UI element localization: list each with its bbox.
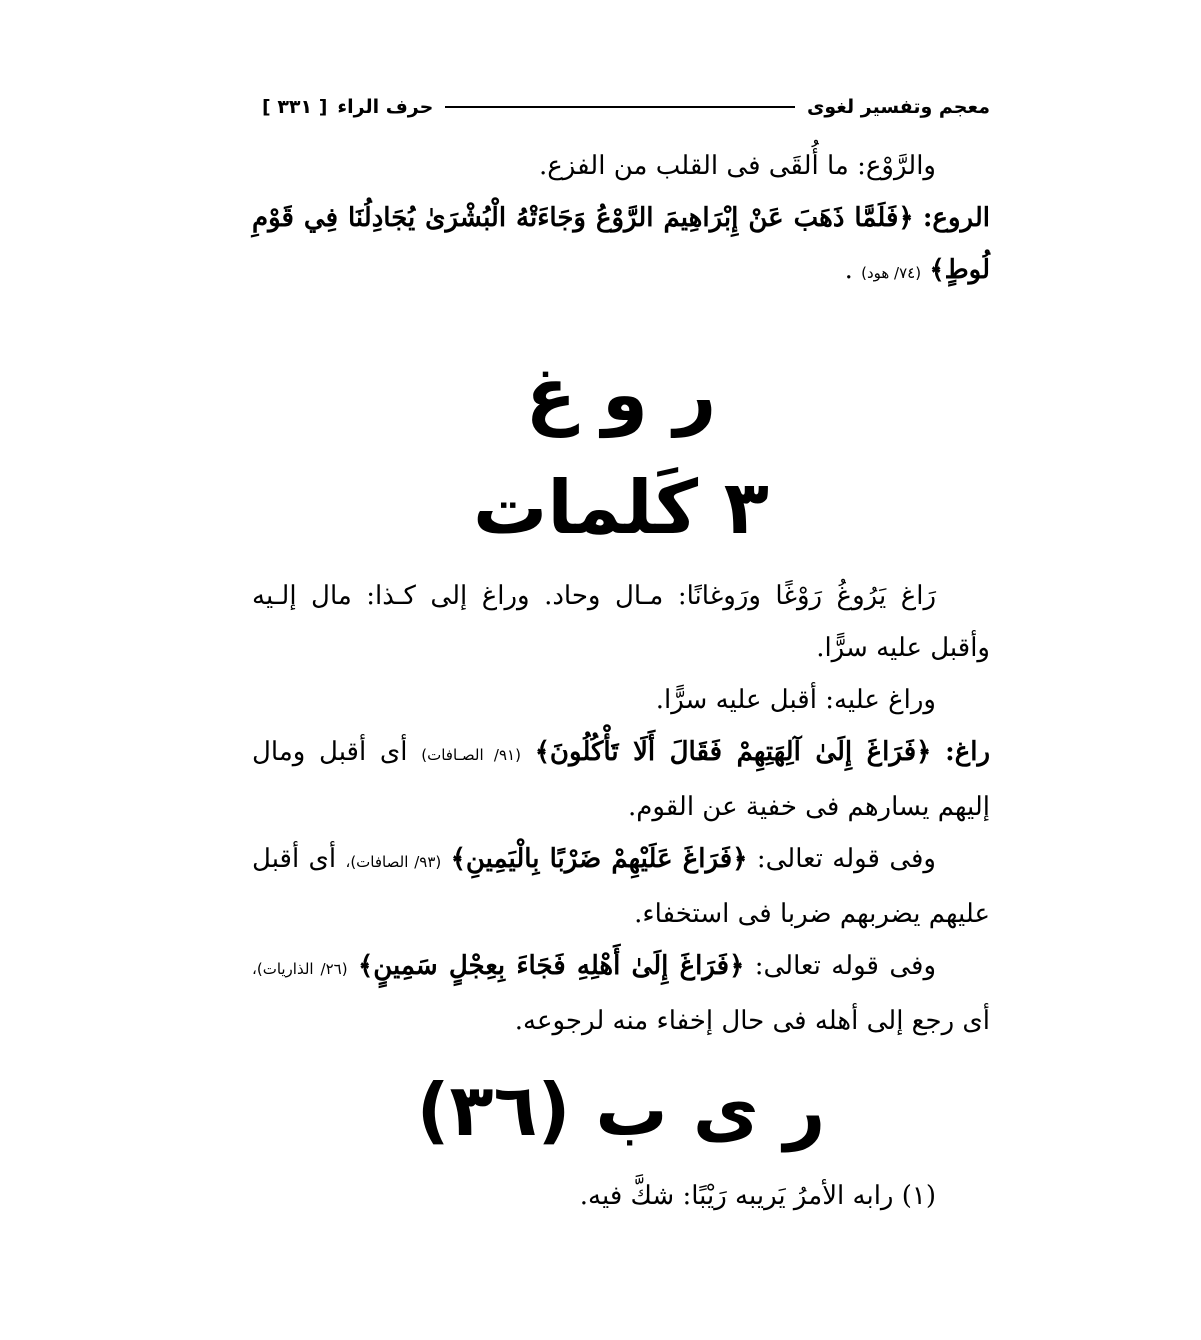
entry-paragraph-3 xyxy=(252,726,990,833)
root-heading-letters: ر و غ xyxy=(525,352,717,438)
quran-verse: ﴿فَرَاغَ عَلَيْهِمْ ضَرْبًا بِالْيَمِينِ﴾ xyxy=(450,844,748,874)
page-number: [ ٣٣١ ] xyxy=(262,96,328,118)
quran-verse: ﴿فَلَمَّا ذَهَبَ عَنْ إِبْرَاهِيمَ الرَّوْعُ وَجَاءَتْهُ الْبُشْرَىٰ يُجَادِلُنَا فِي قَوْمِ لُوطٍ﴾ xyxy=(252,203,990,285)
entry-paragraph-2: وراغ عليه: أقبل عليه سرًّا. xyxy=(655,685,936,715)
entry-paragraph-5 xyxy=(252,940,990,1047)
root-heading-count: ٣ كَلمات xyxy=(473,465,769,551)
running-header xyxy=(262,92,990,122)
quran-verse: ﴿فَرَاغَ إِلَىٰ أَهْلِهِ فَجَاءَ بِعِجْلٍ سَمِينٍ﴾ xyxy=(357,951,745,981)
entry-raib-1: (١) رابه الأمرُ يَريبه رَيْبًا: شكَّ فيه. xyxy=(579,1181,936,1211)
verse-citation: (٧٤/ هود) xyxy=(861,264,922,282)
term-label: الروع: xyxy=(922,203,990,233)
quran-verse: ﴿فَرَاغَ إِلَىٰ آلِهَتِهِمْ فَقَالَ أَلَا تَأْكُلُونَ﴾ xyxy=(534,737,932,767)
entry-rawu-verse xyxy=(252,192,990,299)
header-rule xyxy=(445,106,795,108)
intro: وفى قوله تعالى: xyxy=(756,844,936,874)
book-title: معجم وتفسير لغوى xyxy=(806,96,990,118)
term-label: راغ: xyxy=(945,737,991,767)
rawgh-entries xyxy=(252,570,990,1047)
next-root-heading: ر ى ب (٣٦) xyxy=(416,1068,826,1152)
explanation: أى أقبل ومال إليهم يسارهم فى خفية عن القوم. xyxy=(252,737,990,822)
entry-paragraph-1: رَاغ يَرُوغُ رَوْغًا ورَوغانًا: مـال وحاد. وراغ إلى كـذا: مال إلـيه وأقبل عليه سرًّا. xyxy=(252,581,990,663)
explanation: أى أقبل عليهم يضربهم ضربا فى استخفاء. xyxy=(252,844,990,929)
verse-citation: (٩٣/ الصافات)، xyxy=(345,853,442,871)
top-block xyxy=(252,140,990,299)
entry-paragraph-4 xyxy=(252,833,990,940)
explanation: أى رجع إلى أهله فى حال إخفاء منه لرجوعه. xyxy=(514,1006,990,1036)
next-root-entries xyxy=(252,1170,990,1222)
intro: وفى قوله تعالى: xyxy=(754,951,937,981)
verse-citation: (٢٦/ الذاريات)، xyxy=(252,960,348,978)
end-punct: . xyxy=(844,255,853,285)
definition-rawu: والرَّوْع: ما أُلقَى فى القلب من الفزع. xyxy=(539,151,936,181)
verse-citation: (٩١/ الصـافات) xyxy=(421,746,521,764)
section-title: حرف الراء xyxy=(337,96,434,118)
